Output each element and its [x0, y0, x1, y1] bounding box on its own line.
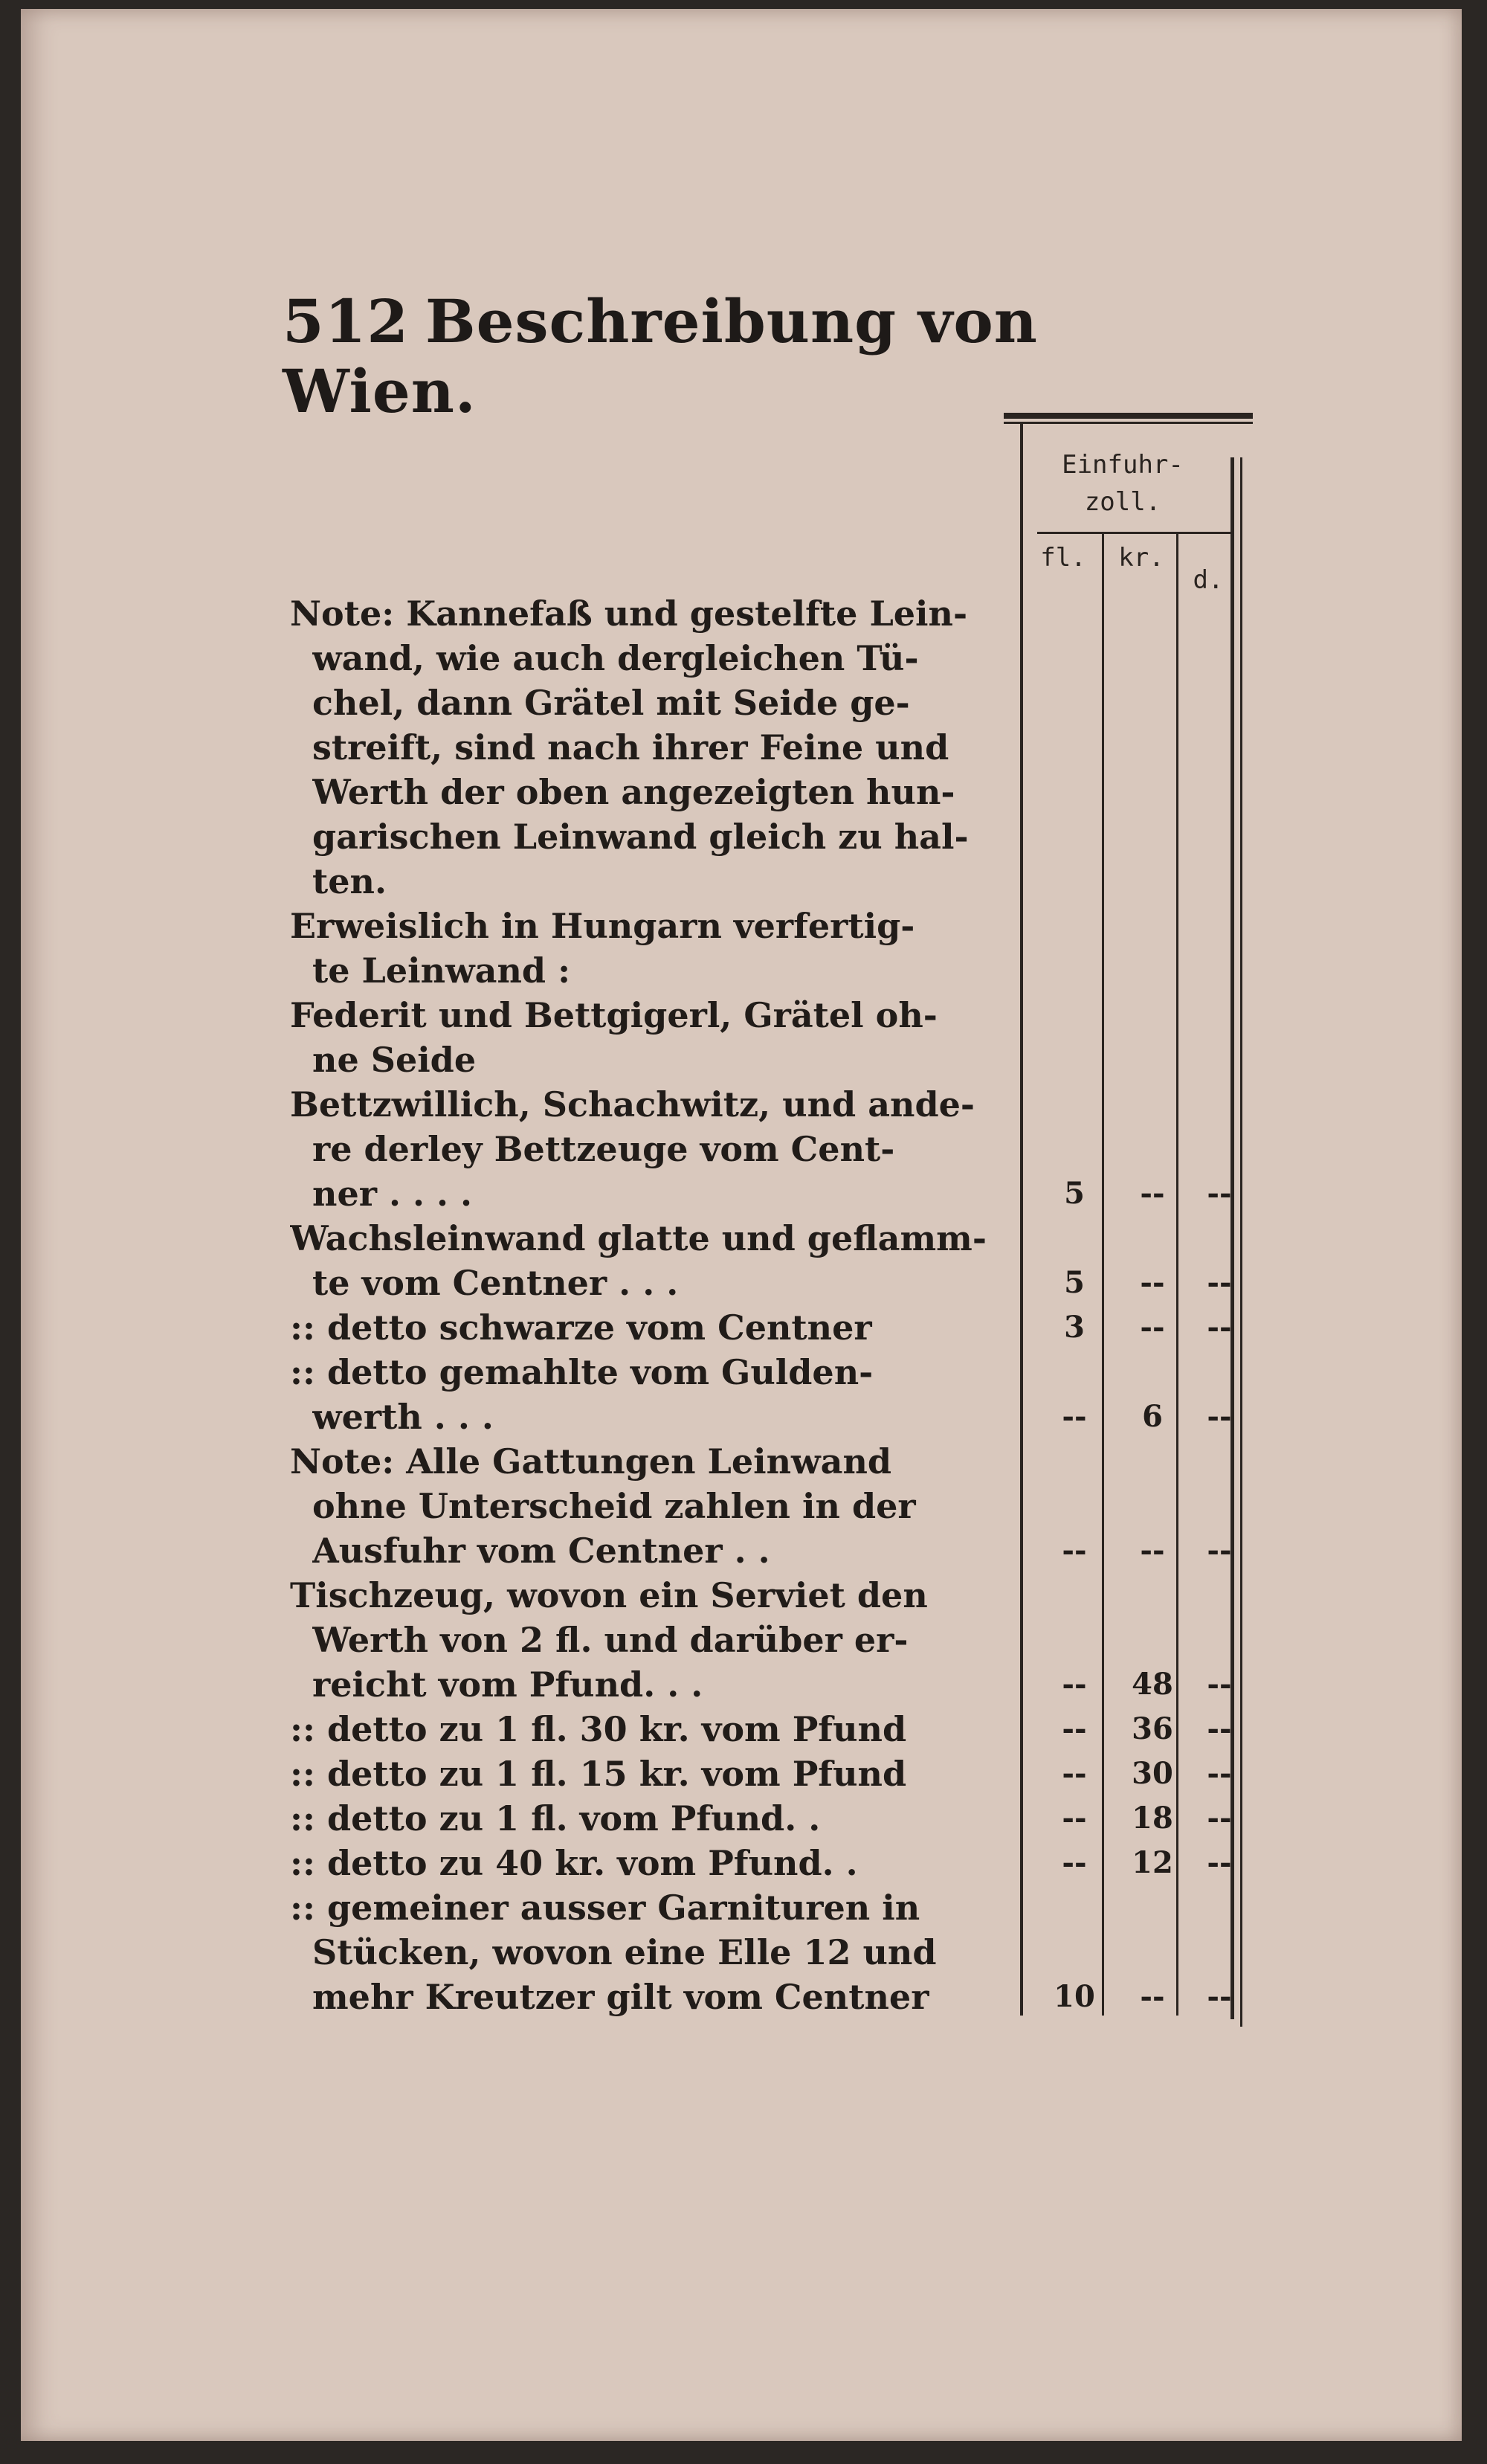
- cell-fl: --: [1062, 1399, 1087, 1434]
- row-text: ne Seide: [312, 1040, 477, 1080]
- table-row: [290, 1662, 1232, 1707]
- table-row: [290, 1885, 1033, 1930]
- column-header-kr: kr.: [1118, 543, 1164, 573]
- row-text: Tischzeug, wovon ein Serviet den: [290, 1575, 928, 1615]
- cell-kr: --: [1140, 1979, 1165, 2014]
- cell-d: --: [1207, 1756, 1232, 1791]
- row-text: garischen Leinwand gleich zu hal-: [312, 817, 969, 857]
- row-text: reicht vom Pfund. . .: [312, 1664, 703, 1705]
- cell-fl: --: [1062, 1845, 1087, 1880]
- cell-fl: 3: [1064, 1310, 1085, 1345]
- table-row: [290, 591, 1033, 636]
- table-row: [290, 1038, 1033, 1082]
- cell-fl: 5: [1064, 1265, 1085, 1300]
- cell-d: --: [1207, 1399, 1232, 1434]
- row-text: ner . . . .: [312, 1174, 473, 1214]
- cell-kr: 18: [1132, 1801, 1173, 1836]
- cell-d: --: [1207, 1265, 1232, 1300]
- table-row: [290, 1439, 1033, 1484]
- table-row: [290, 1395, 1232, 1439]
- cell-kr: 36: [1132, 1711, 1173, 1746]
- row-text: wand, wie auch dergleichen Tü-: [312, 638, 919, 678]
- running-header: [283, 286, 1100, 426]
- header-divider: [1037, 532, 1230, 534]
- row-text: chel, dann Grätel mit Seide ge-: [312, 683, 910, 723]
- cell-kr: --: [1140, 1176, 1165, 1211]
- column-header-d: d.: [1193, 565, 1224, 595]
- cell-d: --: [1207, 1667, 1232, 1702]
- cell-fl: 5: [1064, 1176, 1085, 1211]
- cell-fl: --: [1062, 1533, 1087, 1568]
- row-text: re derley Bettzeuge vom Cent-: [312, 1129, 895, 1169]
- cell-fl: 10: [1054, 1979, 1095, 2014]
- row-text: ten.: [312, 861, 387, 901]
- page-title: Beschreibung von Wien.: [283, 286, 1038, 426]
- column-header-fl: fl.: [1040, 543, 1086, 573]
- table-row: [290, 1216, 1033, 1261]
- table-row: [290, 770, 1033, 814]
- row-text: mehr Kreutzer gilt vom Centner: [312, 1977, 929, 2017]
- row-text: te vom Centner . . .: [312, 1263, 679, 1303]
- table-row: [290, 1261, 1232, 1305]
- table-row: [290, 1618, 1033, 1662]
- row-text: :: detto zu 1 fl. 30 kr. vom Pfund: [290, 1709, 907, 1749]
- row-text: Stücken, wovon eine Elle 12 und: [312, 1932, 937, 1972]
- cell-d: --: [1207, 1845, 1232, 1880]
- row-text: Ausfuhr vom Centner . .: [312, 1531, 770, 1571]
- table-row: [290, 1305, 1232, 1350]
- cell-fl: --: [1062, 1711, 1087, 1746]
- table-row: [290, 1841, 1232, 1885]
- cell-kr: 6: [1142, 1399, 1163, 1434]
- table-row: [290, 1752, 1232, 1796]
- cell-d: --: [1207, 1310, 1232, 1345]
- table-top-rule: [1004, 413, 1253, 419]
- column-group-header: Einfuhr-zoll.: [1062, 450, 1184, 517]
- row-text: :: detto zu 1 fl. vom Pfund. .: [290, 1798, 821, 1839]
- table-row: [290, 636, 1033, 681]
- cell-kr: --: [1140, 1533, 1165, 1568]
- table-row: [290, 681, 1033, 725]
- table-row: [290, 1171, 1232, 1216]
- row-text: werth . . .: [312, 1397, 494, 1437]
- row-text: Erweislich in Hungarn verfertig-: [290, 906, 915, 946]
- table-row: [290, 1528, 1232, 1573]
- row-text: Federit und Bettgigerl, Grätel oh-: [290, 995, 938, 1035]
- table-row: [290, 1796, 1232, 1841]
- cell-fl: --: [1062, 1667, 1087, 1702]
- table-row: [290, 1707, 1232, 1752]
- row-text: streift, sind nach ihrer Feine und: [312, 727, 949, 768]
- row-text: Note: Kannefaß und gestelfte Lein-: [290, 594, 968, 634]
- table-top-rule-thin: [1004, 422, 1253, 424]
- cell-kr: --: [1140, 1265, 1165, 1300]
- row-text: ohne Unterscheid zahlen in der: [312, 1486, 916, 1526]
- row-text: Wachsleinwand glatte und geflamm-: [290, 1218, 987, 1258]
- row-text: :: detto zu 40 kr. vom Pfund. .: [290, 1843, 858, 1883]
- table-row: [290, 993, 1033, 1038]
- row-text: :: gemeiner ausser Garnituren in: [290, 1888, 920, 1928]
- table-row: [290, 948, 1033, 993]
- row-text: :: detto zu 1 fl. 15 kr. vom Pfund: [290, 1754, 907, 1794]
- cell-fl: --: [1062, 1801, 1087, 1836]
- cell-d: --: [1207, 1711, 1232, 1746]
- cell-kr: 30: [1132, 1756, 1173, 1791]
- row-text: Bettzwillich, Schachwitz, und ande-: [290, 1084, 975, 1125]
- row-text: :: detto schwarze vom Centner: [290, 1307, 872, 1348]
- table-row: [290, 1930, 1033, 1975]
- cell-kr: 12: [1132, 1845, 1173, 1880]
- cell-kr: --: [1140, 1310, 1165, 1345]
- table-row: [290, 1484, 1033, 1528]
- cell-d: --: [1207, 1979, 1232, 2014]
- cell-fl: --: [1062, 1756, 1087, 1791]
- table-row: [290, 725, 1033, 770]
- table-row: [290, 814, 1033, 859]
- table-row: [290, 1573, 1033, 1618]
- table-row: [290, 1350, 1033, 1395]
- row-text: Werth von 2 fl. und darüber er-: [312, 1620, 909, 1660]
- row-text: Note: Alle Gattungen Leinwand: [290, 1441, 892, 1482]
- row-text: Werth der oben angezeigten hun-: [312, 772, 955, 812]
- cell-d: --: [1207, 1801, 1232, 1836]
- table-row: [290, 1975, 1232, 2019]
- table-row: [290, 859, 1033, 904]
- table-row: [290, 1127, 1033, 1171]
- row-text: :: detto gemahlte vom Gulden-: [290, 1352, 874, 1392]
- row-text: te Leinwand :: [312, 950, 571, 991]
- page-number: 512: [283, 286, 409, 356]
- cell-d: --: [1207, 1533, 1232, 1568]
- cell-kr: 48: [1132, 1667, 1173, 1702]
- table-row: [290, 1082, 1033, 1127]
- table-row: [290, 904, 1033, 948]
- cell-d: --: [1207, 1176, 1232, 1211]
